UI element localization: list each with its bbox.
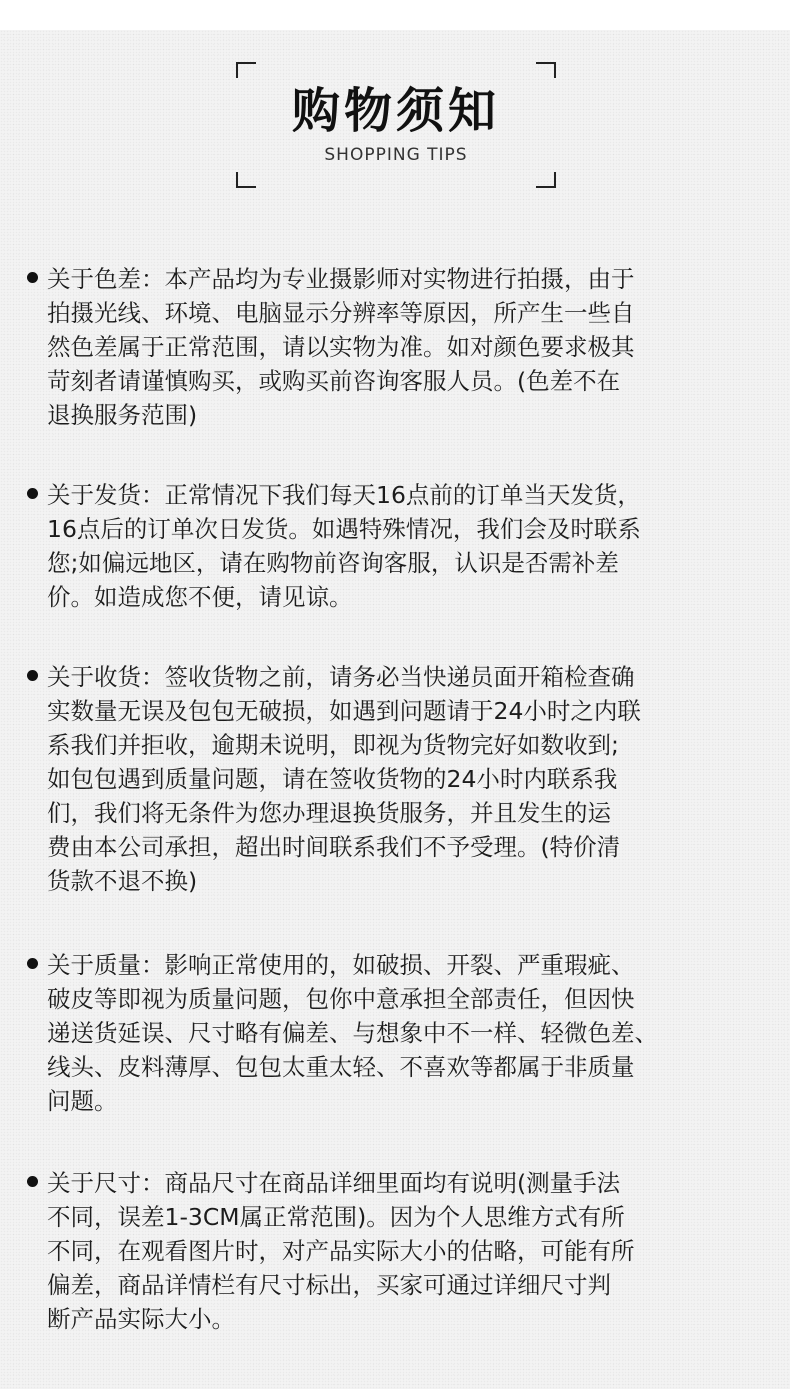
tip-line: 然色差属于正常范围，请以实物为准。如对颜色要求极其 [47, 333, 635, 361]
tip-line: 退换服务范围) [47, 401, 198, 429]
tip-text [47, 1166, 767, 1336]
top-band [0, 0, 790, 30]
tip-line: 价。如造成您不便，请见谅。 [47, 583, 353, 611]
tip-line: 货款不退不换) [47, 867, 198, 895]
tip-line: 线头、皮料薄厚、包包太重太轻、不喜欢等都属于非质量 [47, 1053, 635, 1081]
tip-line: 关于收货：签收货物之前，请务必当快递员面开箱检查确 [47, 663, 635, 691]
page-subtitle: SHOPPING TIPS [324, 145, 468, 165]
tip-line: 问题。 [47, 1087, 118, 1115]
tip-line: 不同，误差1-3CM属正常范围)。因为个人思维方式有所 [47, 1203, 625, 1231]
corner-bracket-top-right [536, 62, 556, 78]
tip-line: 苛刻者请谨慎购买，或购买前咨询客服人员。(色差不在 [47, 367, 621, 395]
tip-text [47, 478, 767, 614]
bullet-dot-icon [27, 272, 38, 283]
bullet-dot-icon [27, 488, 38, 499]
tip-text [47, 660, 767, 898]
tip-line: 系我们并拒收，逾期未说明，即视为货物完好如数收到; [47, 731, 619, 759]
tip-line: 关于尺寸：商品尺寸在商品详细里面均有说明(测量手法 [47, 1169, 621, 1197]
tip-section-size [47, 1166, 767, 1336]
bullet-dot-icon [27, 1176, 38, 1187]
tip-line: 费由本公司承担，超出时间联系我们不予受理。(特价清 [47, 833, 621, 861]
tip-line: 如包包遇到质量问题，请在签收货物的24小时内联系我 [47, 765, 618, 793]
tip-line: 们，我们将无条件为您办理退换货服务，并且发生的运 [47, 799, 611, 827]
tip-line: 16点后的订单次日发货。如遇特殊情况，我们会及时联系 [47, 515, 641, 543]
header-frame [236, 62, 556, 188]
tip-line: 关于质量：影响正常使用的，如破损、开裂、严重瑕疵、 [47, 951, 635, 979]
tip-text [47, 948, 767, 1118]
corner-bracket-bottom-left [236, 172, 256, 188]
tip-line: 破皮等即视为质量问题，包你中意承担全部责任，但因快 [47, 985, 635, 1013]
tip-section-quality [47, 948, 767, 1118]
tip-line: 关于发货：正常情况下我们每天16点前的订单当天发货， [47, 481, 641, 509]
tip-section-receiving [47, 660, 767, 898]
tip-text [47, 262, 767, 432]
tip-line: 您;如偏远地区，请在购物前咨询客服，认识是否需补差 [47, 549, 619, 577]
bullet-dot-icon [27, 958, 38, 969]
tip-line: 递送货延误、尺寸略有偏差、与想象中不一样、轻微色差、 [47, 1019, 658, 1047]
page-title: 购物须知 [291, 83, 500, 139]
tip-line: 断产品实际大小。 [47, 1305, 235, 1333]
tip-section-color [47, 262, 767, 432]
tip-line: 实数量无误及包包无破损，如遇到问题请于24小时之内联 [47, 697, 641, 725]
corner-bracket-top-left [236, 62, 256, 78]
tip-line: 不同，在观看图片时，对产品实际大小的估略，可能有所 [47, 1237, 635, 1265]
tip-line: 拍摄光线、环境、电脑显示分辨率等原因，所产生一些自 [47, 299, 635, 327]
tip-line: 偏差，商品详情栏有尺寸标出，买家可通过详细尺寸判 [47, 1271, 611, 1299]
tip-section-shipping [47, 478, 767, 614]
tip-line: 关于色差：本产品均为专业摄影师对实物进行拍摄，由于 [47, 265, 635, 293]
bullet-dot-icon [27, 670, 38, 681]
corner-bracket-bottom-right [536, 172, 556, 188]
